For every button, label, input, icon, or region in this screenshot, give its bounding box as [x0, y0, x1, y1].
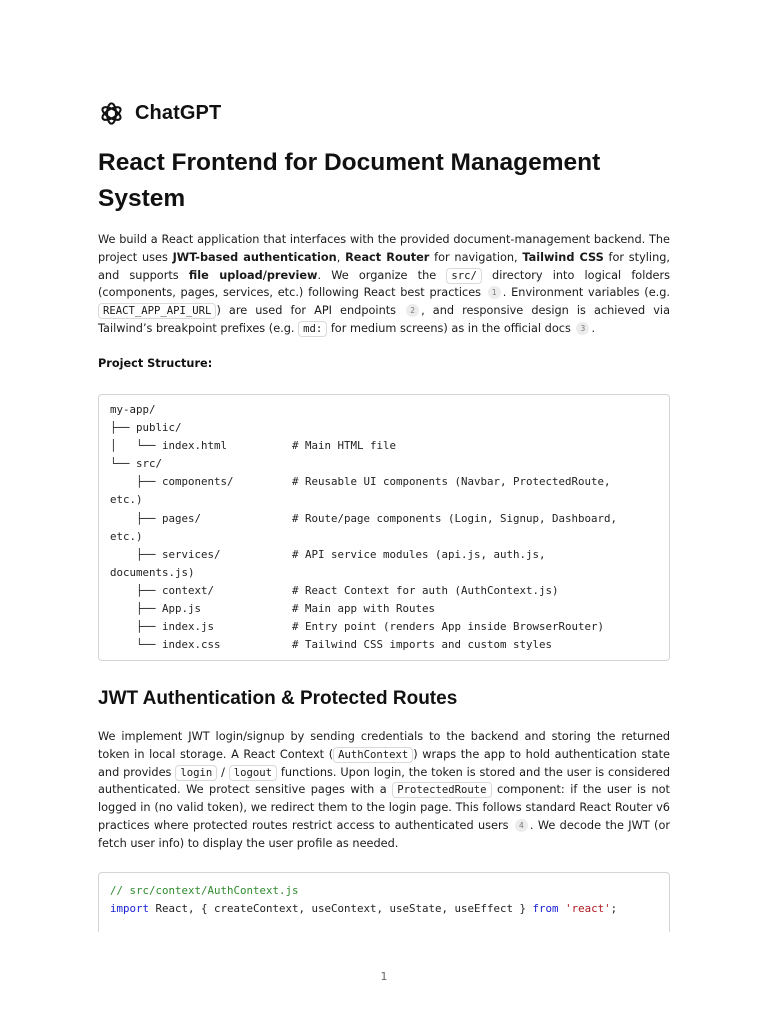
code-keyword: from: [532, 902, 559, 916]
code-line: ├── context/ # React Context for auth (AuthContext.js): [110, 583, 559, 597]
brand-header: [98, 100, 221, 127]
inline-code: AuthContext: [333, 747, 413, 763]
inline-code: src/: [446, 268, 482, 284]
project-structure-label: Project Structure:: [98, 357, 213, 370]
code-line: ├── App.js # Main app with Routes: [110, 602, 436, 616]
citation-badge[interactable]: 3: [576, 322, 589, 335]
code-text: React, { createContext, useContext, useState, useEffect }: [149, 902, 533, 916]
inline-code: md:: [298, 321, 327, 337]
inline-code: REACT_APP_API_URL: [98, 303, 216, 319]
code-line: └── index.css # Tailwind CSS imports and custom styles: [110, 638, 553, 652]
openai-logo-icon: [98, 100, 125, 127]
inline-code: logout: [229, 765, 277, 781]
code-comment: // src/context/AuthContext.js: [110, 884, 299, 897]
code-line: ├── pages/ # Route/page components (Login, Signup, Dashboard,: [110, 511, 618, 525]
page-number: 1: [380, 970, 388, 983]
code-line: documents.js): [110, 565, 195, 579]
page-title: React Frontend for Document Management System: [98, 149, 601, 212]
citation-badge[interactable]: 2: [406, 304, 419, 317]
code-line: etc.): [110, 493, 143, 507]
brand-name: ChatGPT: [135, 102, 222, 124]
citation-badge[interactable]: 4: [515, 819, 528, 832]
code-line: ├── public/: [110, 421, 182, 435]
project-tree-code-block: [98, 394, 670, 661]
code-line: my-app/: [110, 403, 156, 416]
code-line: │ └── index.html # Main HTML file: [110, 439, 397, 453]
citation-badge[interactable]: 1: [488, 286, 501, 299]
section-heading: JWT Authentication & Protected Routes: [98, 688, 458, 709]
auth-paragraph: We implement JWT login/signup by sending credentials to the backend and storing the returned token in local storage. A React Context ( AuthContext ) wraps the app to hold authentication state and provides login / logout functions. Upon login, the token is stored and the user is considered authenticated. We protect sensitive pages with a ProtectedRoute component: if the user is not logged in (no valid token), we redirect them to the login page. This follows standard React Router v6 practices where protected routes restrict access to authenticated users 4 . We decode the JWT (or fetch user info) to display the user profile as needed.: [98, 730, 670, 850]
intro-paragraph: We build a React application that interfaces with the provided document-management backend. The project uses JWT-based authentication, React Router for navigation, Tailwind CSS for styling, and supports file upload/preview. We organize the src/ directory into logical folders (components, pages, services, etc.) following React best practices 1 . Environment variables (e.g. REACT_APP_API_URL ) are used for API endpoints 2 , and responsive design is achieved via Tailwind’s breakpoint prefixes (e.g. md: for medium screens) as in the official docs 3 .: [98, 233, 670, 335]
code-keyword: import: [110, 902, 150, 916]
code-line: ├── index.js # Entry point (renders App inside BrowserRouter): [110, 620, 605, 634]
code-line: etc.): [110, 529, 143, 543]
code-line: ├── components/ # Reusable UI components (Navbar, ProtectedRoute,: [110, 475, 611, 489]
code-line: └── src/: [110, 457, 163, 471]
inline-code: ProtectedRoute: [392, 782, 491, 798]
code-string: 'react': [565, 902, 611, 916]
inline-code: login: [175, 765, 217, 781]
auth-context-code-block: // src/context/AuthContext.js import React, { createContext, useContext, useState, useEffect } from 'react';: [98, 872, 670, 932]
code-line: ├── services/ # API service modules (api.js, auth.js,: [110, 547, 546, 561]
